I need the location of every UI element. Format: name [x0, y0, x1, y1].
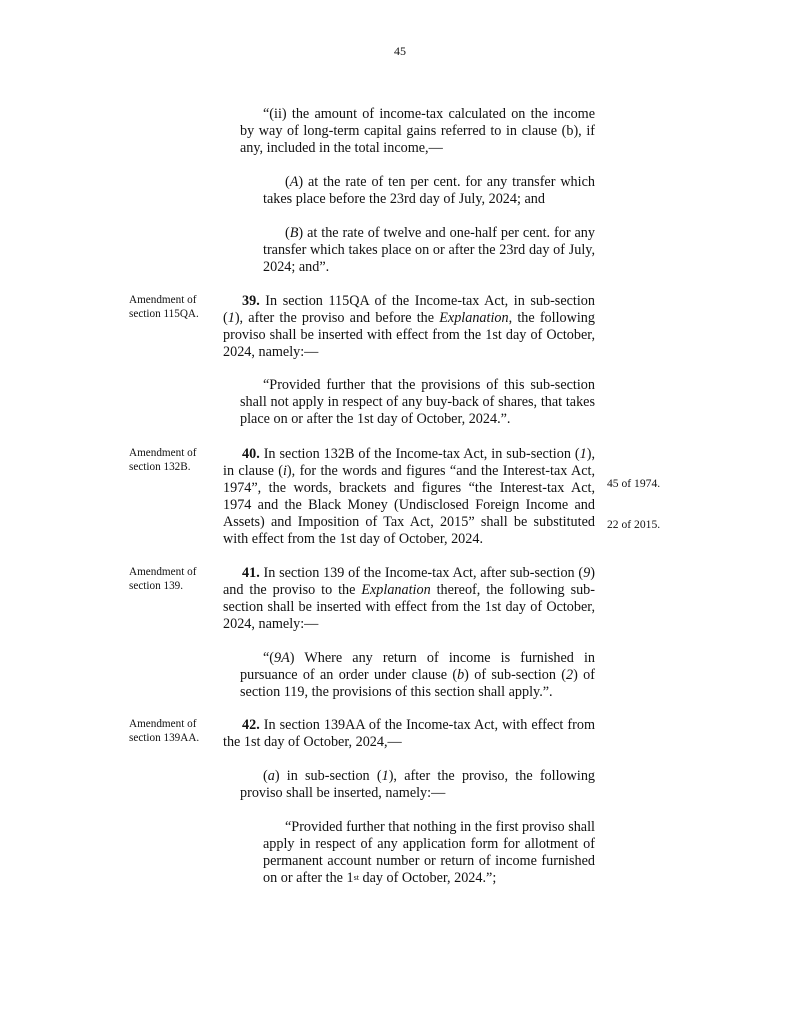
section-41 [223, 565, 595, 633]
section-39 [223, 293, 595, 361]
section-39-number: 39. [242, 293, 260, 309]
page-number: 45 [394, 44, 406, 58]
section-39-proviso: “Provided further that the provisions of this sub-section shall not apply in respect of any buy-back of shares, that takes place on or after the 1st day of October, 2024.”. [240, 377, 595, 427]
section-42-text: 42. In section 139AA of the Income-tax Act, with effect from the 1st day of October, 2024,— [223, 717, 595, 750]
section-42-number: 42. [242, 717, 260, 733]
section-40 [223, 446, 595, 548]
item-b-label: B [289, 225, 299, 241]
side-note-22-of-2015: 22 of 2015. [607, 518, 661, 531]
clause-ii-item-a: (A) at the rate of ten per cent. for any transfer which takes place before the 23rd day of July, 2024; and [263, 174, 595, 207]
margin-note-section-41: Amendment of section 139. [129, 566, 197, 592]
clause-ii-item-b: (B) at the rate of twelve and one-half per cent. for any transfer which takes place on or after the 23rd day of July, 2024; and”. [263, 225, 595, 275]
section-41-subsection-9a: “(9A) Where any return of income is furnished in pursuance of an order under clause (b) of sub-section (2) of section 119, the provisions of this section shall apply.”. [240, 650, 595, 700]
margin-note-section-40: Amendment of section 132B. [129, 447, 197, 473]
section-41-text: 41. In section 139 of the Income-tax Act, after sub-section (9) and the proviso to the Explanation thereof, the following sub-section shall be inserted with effect from the 1st day of October, 2024, namely:— [223, 565, 596, 632]
section-39-text: 39. In section 115QA of the Income-tax Act, in sub-section (1), after the proviso and before the Explanation, the following proviso shall be inserted with effect from the 1st day of October, 2024, namely:— [223, 293, 595, 360]
clause-ii-intro: “(ii) the amount of income-tax calculated on the income by way of long-term capital gains referred to in clause (b), if any, included in the total income,— [240, 106, 595, 156]
section-42-clause-a: (a) in sub-section (1), after the proviso, the following proviso shall be inserted, namely:— [240, 768, 596, 801]
section-40-number: 40. [242, 446, 260, 462]
margin-note-section-39: Amendment of section 115QA. [129, 294, 199, 320]
section-40-text: 40. In section 132B of the Income-tax Act, in sub-section (1), in clause (i), for the words and figures “and the Interest-tax Act, 1974”, the words, brackets and figures “the Interest-tax Act, 1974 and the Black Money (Undisclosed Foreign Income and Assets) and Imposition of Tax Act, 2015” shall be substituted with effect from the 1st day of October, 2024. [223, 446, 595, 547]
quote-clause-ii [240, 106, 595, 157]
item-b-text: at the rate of twelve and one-half per cent. for any transfer which takes place on or after the 23rd day of July, 2024; and”. [263, 225, 595, 275]
side-note-45-of-1974: 45 of 1974. [607, 477, 661, 490]
margin-note-section-42: Amendment of section 139AA. [129, 718, 200, 744]
item-a-text: at the rate of ten per cent. for any transfer which takes place before the 23rd day of July, 2024; and [263, 174, 595, 207]
section-42 [223, 717, 595, 751]
item-a-label: A [289, 174, 299, 190]
section-42-proviso: “Provided further that nothing in the first proviso shall apply in respect of any application form for allotment of permanent account number or return of income furnished on or after the 1st day of October, 2024.”; [263, 819, 595, 886]
section-41-number: 41. [242, 565, 260, 581]
